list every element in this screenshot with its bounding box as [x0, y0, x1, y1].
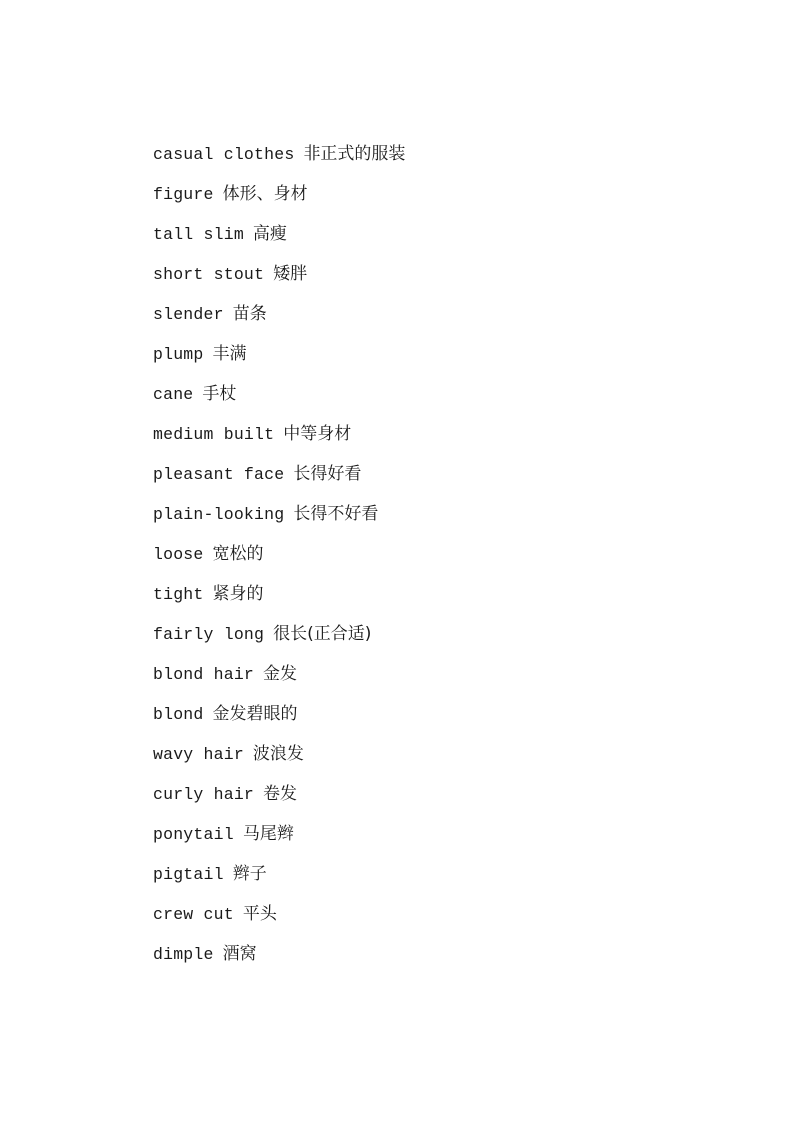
vocabulary-entry: [153, 221, 405, 261]
vocabulary-list: [153, 141, 405, 981]
english-term: blond: [153, 705, 204, 724]
vocabulary-entry: [153, 501, 405, 541]
chinese-meaning: 手杖: [202, 384, 237, 404]
vocabulary-entry: [153, 541, 405, 581]
english-term: plain-looking: [153, 505, 285, 524]
chinese-meaning: 高瘦: [252, 224, 287, 244]
english-term: casual clothes: [153, 145, 295, 164]
vocabulary-entry: [153, 381, 405, 421]
chinese-meaning: 波浪发: [252, 744, 304, 764]
vocabulary-entry: [153, 861, 405, 901]
english-term: pigtail: [153, 865, 224, 884]
chinese-meaning: 宽松的: [212, 544, 264, 564]
chinese-meaning: 非正式的服装: [303, 144, 406, 164]
vocabulary-entry: [153, 301, 405, 341]
vocabulary-entry: [153, 941, 405, 981]
english-term: blond hair: [153, 665, 255, 684]
english-term: curly hair: [153, 785, 255, 804]
vocabulary-entry: [153, 741, 405, 781]
vocabulary-entry: [153, 341, 405, 381]
english-term: slender: [153, 305, 224, 324]
english-term: dimple: [153, 945, 214, 964]
chinese-meaning: 金发: [263, 664, 298, 684]
chinese-meaning: 苗条: [232, 304, 267, 324]
english-term: short stout: [153, 265, 265, 284]
chinese-meaning: 丰满: [212, 344, 247, 364]
chinese-meaning: 酒窝: [222, 944, 257, 964]
vocabulary-entry: [153, 621, 405, 661]
vocabulary-entry: [153, 901, 405, 941]
english-term: wavy hair: [153, 745, 244, 764]
chinese-meaning: 很长(正合适): [273, 624, 372, 644]
english-term: fairly long: [153, 625, 265, 644]
chinese-meaning: 矮胖: [273, 264, 308, 284]
english-term: plump: [153, 345, 204, 364]
vocabulary-entry: [153, 141, 405, 181]
chinese-meaning: 平头: [242, 904, 277, 924]
vocabulary-entry: [153, 821, 405, 861]
english-term: ponytail: [153, 825, 234, 844]
english-term: pleasant face: [153, 465, 285, 484]
english-term: crew cut: [153, 905, 234, 924]
chinese-meaning: 体形、身材: [222, 184, 308, 204]
chinese-meaning: 紧身的: [212, 584, 264, 604]
english-term: figure: [153, 185, 214, 204]
vocabulary-entry: [153, 701, 405, 741]
vocabulary-entry: [153, 461, 405, 501]
english-term: tall slim: [153, 225, 244, 244]
english-term: tight: [153, 585, 204, 604]
chinese-meaning: 长得不好看: [293, 504, 379, 524]
vocabulary-entry: [153, 181, 405, 221]
chinese-meaning: 辫子: [232, 864, 267, 884]
vocabulary-entry: [153, 581, 405, 621]
vocabulary-entry: [153, 781, 405, 821]
english-term: cane: [153, 385, 194, 404]
english-term: medium built: [153, 425, 275, 444]
chinese-meaning: 长得好看: [293, 464, 362, 484]
chinese-meaning: 马尾辫: [242, 824, 294, 844]
chinese-meaning: 卷发: [263, 784, 298, 804]
vocabulary-entry: [153, 661, 405, 701]
english-term: loose: [153, 545, 204, 564]
vocabulary-entry: [153, 421, 405, 461]
chinese-meaning: 金发碧眼的: [212, 704, 298, 724]
vocabulary-entry: [153, 261, 405, 301]
chinese-meaning: 中等身材: [283, 424, 352, 444]
